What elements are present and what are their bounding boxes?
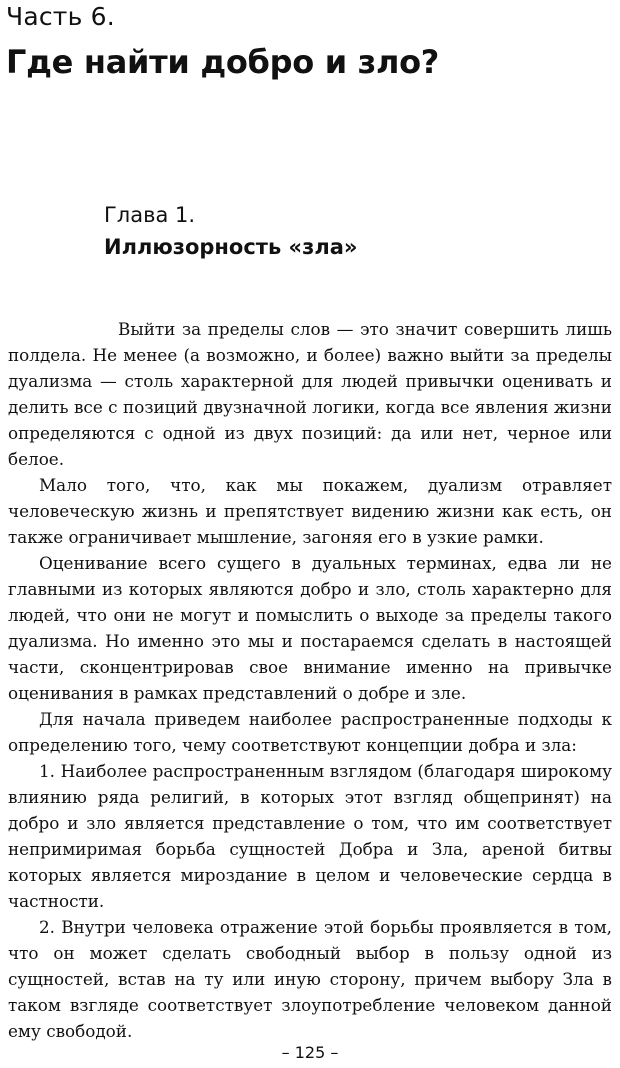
paragraph: Для начала приведем наиболее распространенные подходы к определению того, чему соответствуют концепции добра и зла: (8, 709, 612, 755)
body-text (8, 316, 612, 1044)
paragraph: Выйти за пределы слов — это значит совершить лишь полдела. Не менее (а возможно, и более) важно выйти за пределы дуализма — столь характерной для людей привычки оценивать и делить все с позиций двузначной логики, когда все явления жизни определяются с одной из двух позиций: да или нет, черное или белое. (8, 319, 612, 469)
chapter-title: Иллюзорность «зла» (104, 235, 358, 259)
part-label: Часть 6. (6, 2, 115, 31)
list-item-paragraph: 2. Внутри человека отражение этой борьбы проявляется в том, что он может сделать свободный выбор в пользу одной из сущностей, встав на ту или иную сторону, причем выбору Зла в таком взгляде соответствует злоупотребление человеком данной ему свободой. (8, 917, 612, 1041)
chapter-label: Глава 1. (104, 203, 196, 227)
part-title: Где найти добро и зло? (6, 43, 440, 81)
paragraph: Мало того, что, как мы покажем, дуализм отравляет человеческую жизнь и препятствует видению жизни как есть, он также ограничивает мышление, загоняя его в узкие рамки. (8, 475, 612, 547)
page-number: – 125 – (281, 1043, 339, 1062)
paragraph: Оценивание всего сущего в дуальных терминах, едва ли не главными из которых являются добро и зло, столь характерно для людей, что они не могут и помыслить о выходе за пределы такого дуализма. Но именно это мы и постараемся сделать в настоящей части, сконцентрировав свое внимание именно на привычке оценивания в рамках представлений о добре и зле. (8, 553, 612, 703)
list-item-paragraph: 1. Наиболее распространенным взглядом (благодаря широкому влиянию ряда религий, в которых этот взгляд общепринят) на добро и зло является представление о том, что им соответствует непримиримая борьба сущностей Добра и Зла, ареной битвы которых является мироздание в целом и человеческие сердца в частности. (8, 761, 612, 911)
